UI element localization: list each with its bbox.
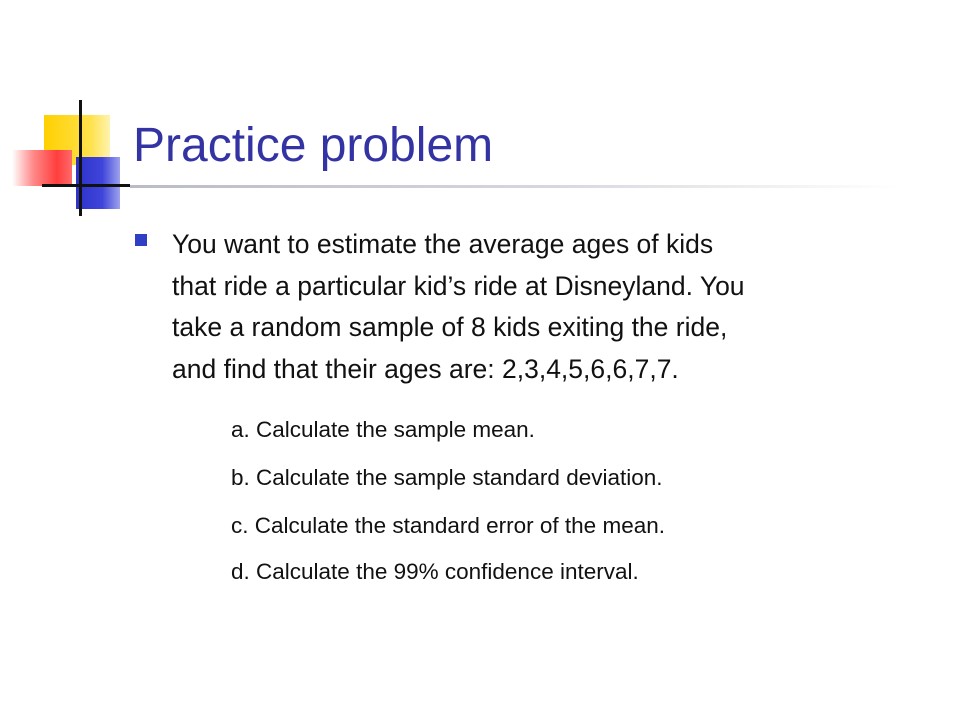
red-square-decoration	[12, 150, 72, 186]
bullet-line-2: that ride a particular kid’s ride at Disneyland. You	[172, 270, 745, 301]
vertical-line-decoration	[79, 100, 82, 216]
bullet-line-1: You want to estimate the average ages of kids	[172, 229, 714, 259]
blue-square-decoration	[76, 157, 120, 209]
slide-title: Practice problem	[133, 119, 494, 172]
horizontal-line-decoration	[42, 184, 130, 187]
title-underline	[130, 185, 900, 188]
bullet-paragraph	[172, 224, 942, 390]
sub-question-c: c. Calculate the standard error of the mean.	[231, 513, 665, 538]
sub-question-b: b. Calculate the sample standard deviation.	[231, 465, 663, 490]
sub-question-d: d. Calculate the 99% confidence interval.	[231, 559, 639, 584]
sub-question-a: a. Calculate the sample mean.	[231, 417, 535, 442]
bullet-line-4: and find that their ages are: 2,3,4,5,6,6,7,7.	[172, 353, 679, 384]
bullet-square-icon	[135, 234, 147, 246]
bullet-line-3: take a random sample of 8 kids exiting the ride,	[172, 312, 728, 342]
